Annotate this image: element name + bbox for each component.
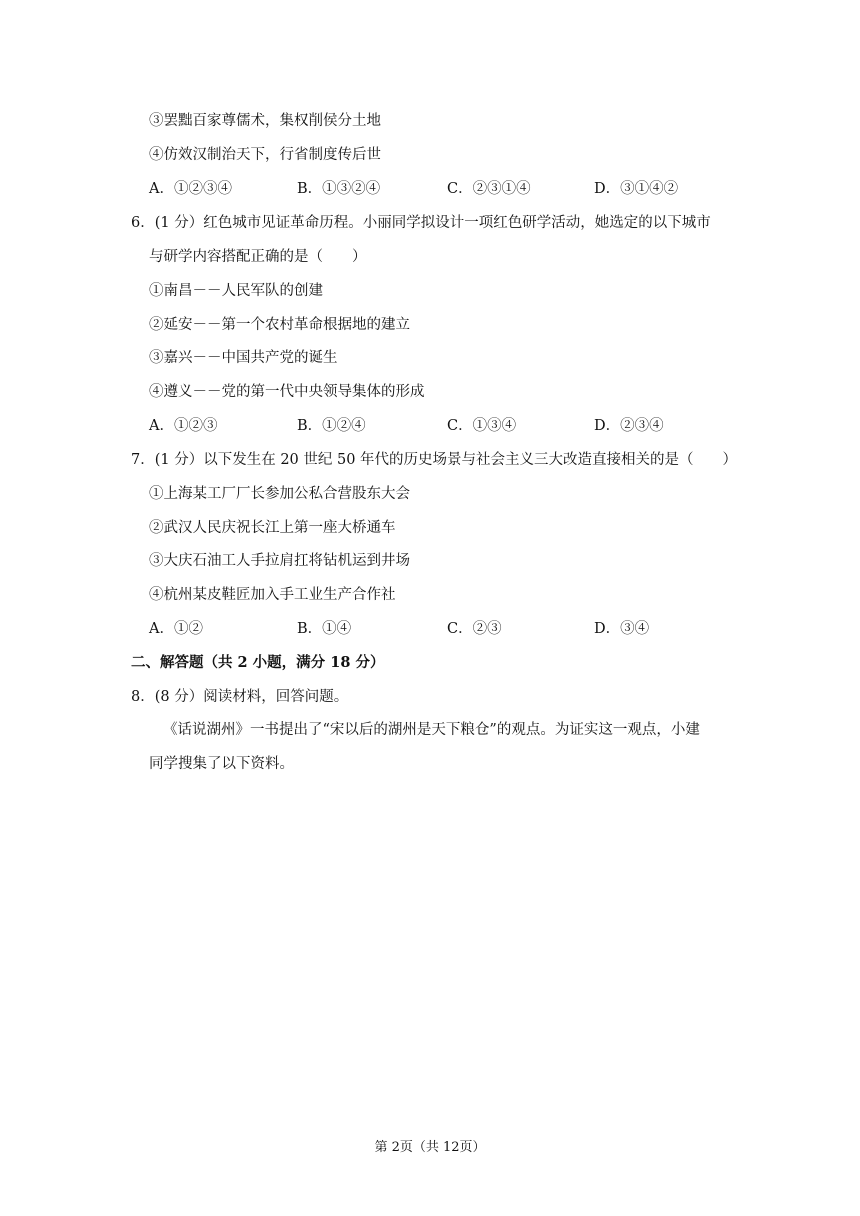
q7-item-2: ②武汉人民庆祝长江上第一座大桥通车 <box>149 520 396 536</box>
q8-paragraph-line-1: 《话说湖州》一书提出了“宋以后的湖州是天下粮仓”的观点。为证实这一观点，小建 <box>163 722 700 738</box>
q7-option-c: C．②③ <box>447 621 502 637</box>
q6-option-c: C．①③④ <box>447 418 517 434</box>
q6-option-a: A．①②③ <box>149 418 218 434</box>
q5-item-4: ④仿效汉制治天下，行省制度传后世 <box>149 147 381 163</box>
q6-option-b: B．①②④ <box>297 418 366 434</box>
q5-option-a: A．①②③④ <box>149 181 232 197</box>
q6-item-1: ①南昌－－人民军队的创建 <box>149 283 323 299</box>
q7-option-b: B．①④ <box>297 621 352 637</box>
q5-item-3: ③罢黜百家尊儒术，集权削侯分土地 <box>149 113 381 129</box>
q6-item-4: ④遵义－－党的第一代中央领导集体的形成 <box>149 384 425 400</box>
q6-stem-line-1: 6．(1 分）红色城市见证革命历程。小丽同学拟设计一项红色研学活动，她选定的以下城市 <box>131 215 711 231</box>
page-number: 第 2页（共 12页） <box>374 1140 486 1155</box>
q7-item-4: ④杭州某皮鞋匠加入手工业生产合作社 <box>149 587 396 603</box>
q6-stem-line-2: 与研学内容搭配正确的是（ ） <box>149 249 367 265</box>
q5-option-d: D．③①④② <box>594 181 679 197</box>
q7-option-d: D．③④ <box>594 621 650 637</box>
q8-stem: 8．(8 分）阅读材料，回答问题。 <box>131 689 349 705</box>
q7-stem: 7．(1 分）以下发生在 20 世纪 50 年代的历史场景与社会主义三大改造直接相关的是（ ） <box>131 452 738 468</box>
q7-option-a: A．①② <box>149 621 203 637</box>
q6-option-d: D．②③④ <box>594 418 664 434</box>
q5-option-b: B．①③②④ <box>297 181 381 197</box>
q5-option-c: C．②③①④ <box>447 181 531 197</box>
q7-item-1: ①上海某工厂厂长参加公私合营股东大会 <box>149 486 410 502</box>
q6-item-2: ②延安－－第一个农村革命根据地的建立 <box>149 317 410 333</box>
q7-item-3: ③大庆石油工人手拉肩扛将钻机运到井场 <box>149 553 410 569</box>
q6-item-3: ③嘉兴－－中国共产党的诞生 <box>149 350 338 366</box>
section-heading: 二、解答题（共 2 小题，满分 18 分） <box>131 654 385 671</box>
q8-paragraph-line-2: 同学搜集了以下资料。 <box>149 756 294 772</box>
